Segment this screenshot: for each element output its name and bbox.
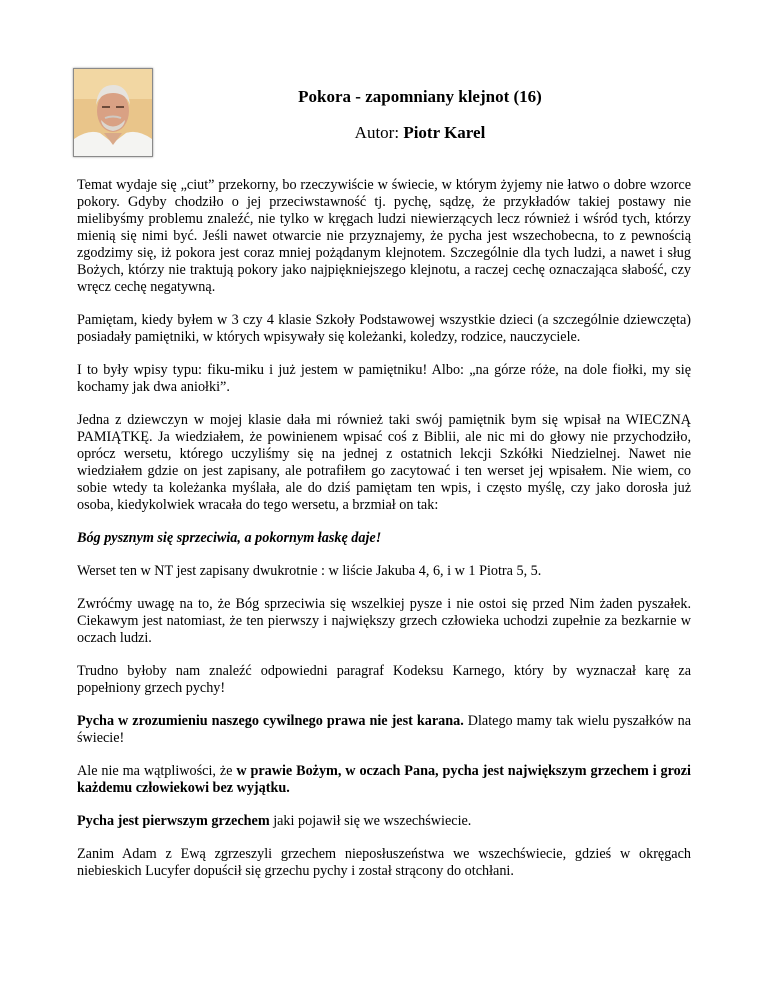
paragraph-1: Temat wydaje się „ciut” przekorny, bo rzeczywiście w świecie, w którym żyjemy nie łatwo o dobre wzorce pokory. Gdyby chodziło o jej przeciwstawność tj. pychę, sądzę, że przykładów takiej postawy nie mielibyśmy problemu znaleźć, nie tylko w kręgach ludzi niewierzących lecz również i wśród tych, którzy mienią się nimi być. Jeśli nawet otwarcie nie przyznajemy, że pycha jest wszechobecna, to z pewnością zgodzimy się, iż pokora jest coraz mniej pożądanym klejnotem. Szczególnie dla tych ludzi, a nawet i sług Bożych, którzy nie traktują pokory jako najpiękniejszego klejnotu, a raczej cechę oznaczająca słabość, czy wręcz cechę negatywną. [77,177,691,295]
paragraph-12: Zanim Adam z Ewą zgrzeszyli grzechem nieposłuszeństwa we wszechświecie, gdzieś w okręgach niebieskich Lucyfer dopuścił się grzechu pychy i został strącony do otchłani. [77,846,691,879]
article-title: Pokora - zapomniany klejnot (16) [298,87,542,106]
paragraph-3: I to były wpisy typu: fiku-miku i już jestem w pamiętniku! Albo: „na górze róże, na dole fiołki, my się kochamy jak dwa aniołki”. [77,362,691,395]
bible-verse-quote: Bóg pysznym się sprzeciwia, a pokornym łaskę daje! [77,530,382,546]
article-body [77,177,691,880]
paragraph-4: Jedna z dziewczyn w mojej klasie dała mi również taki swój pamiętnik bym się wpisał na WIECZNĄ PAMIĄTKĘ. Ja wiedziałem, że powinienem wpisać coś z Biblii, ale nic mi do głowy nie przychodziło, oprócz wersetu, którego uczyliśmy się na jednej z ostatnich lekcji Szkółki Niedzielnej. Nawet nie wiedziałem gdzie on jest zapisany, ale potrafiłem go zacytować i ten werset jej wpisałem. Nie wiem, co sobie wtedy ta koleżanka myślała, ale do dziś pamiętam ten wpis, i często myślę, czy jako dorosła już osoba, kiedykolwiek wracała do tego wersetu, a brzmiał on tak: [77,412,691,513]
paragraph-9-bold: Pycha w zrozumieniu naszego cywilnego prawa nie jest karana. [77,713,464,729]
author-line [160,123,680,143]
paragraph-6: Werset ten w NT jest zapisany dwukrotnie : w liście Jakuba 4, 6, i w 1 Piotra 5, 5. [77,563,542,579]
paragraph-10 [77,763,691,797]
paragraph-7: Zwróćmy uwagę na to, że Bóg sprzeciwia się wszelkiej pysze i nie ostoi się przed Nim żaden pyszałek. Ciekawym jest natomiast, że ten pierwszy i największy grzech człowieka uchodzi zupełnie za bezkarnie w oczach ludzi. [77,596,691,646]
paragraph-2: Pamiętam, kiedy byłem w 3 czy 4 klasie Szkoły Podstawowej wszystkie dzieci (a szczególnie dziewczęta) posiadały pamiętniki, w których wpisywały się koleżanki, koledzy, rodzice, nauczyciele. [77,312,691,345]
paragraph-8: Trudno byłoby nam znaleźć odpowiedni paragraf Kodeksu Karnego, który by wyznaczał karę za popełniony grzech pychy! [77,663,691,696]
paragraph-10-start: Ale nie ma wątpliwości, że [77,763,237,779]
paragraph-11 [77,813,691,830]
paragraph-11-rest: jaki pojawił się we wszechświecie. [269,813,472,829]
author-label: Autor: [354,123,400,142]
paragraph-9 [77,713,691,747]
paragraph-11-bold: Pycha jest pierwszym grzechem [77,813,270,829]
author-name: Piotr Karel [403,123,486,142]
paragraph-9-rest: Dlatego mamy tak wielu pyszałków na świecie! [77,713,692,746]
paragraph-10-bold: w prawie Bożym, w oczach Pana, pycha jest największym grzechem i grozi każdemu człowiekowi bez wyjątku. [77,763,691,796]
author-photo [73,68,153,157]
